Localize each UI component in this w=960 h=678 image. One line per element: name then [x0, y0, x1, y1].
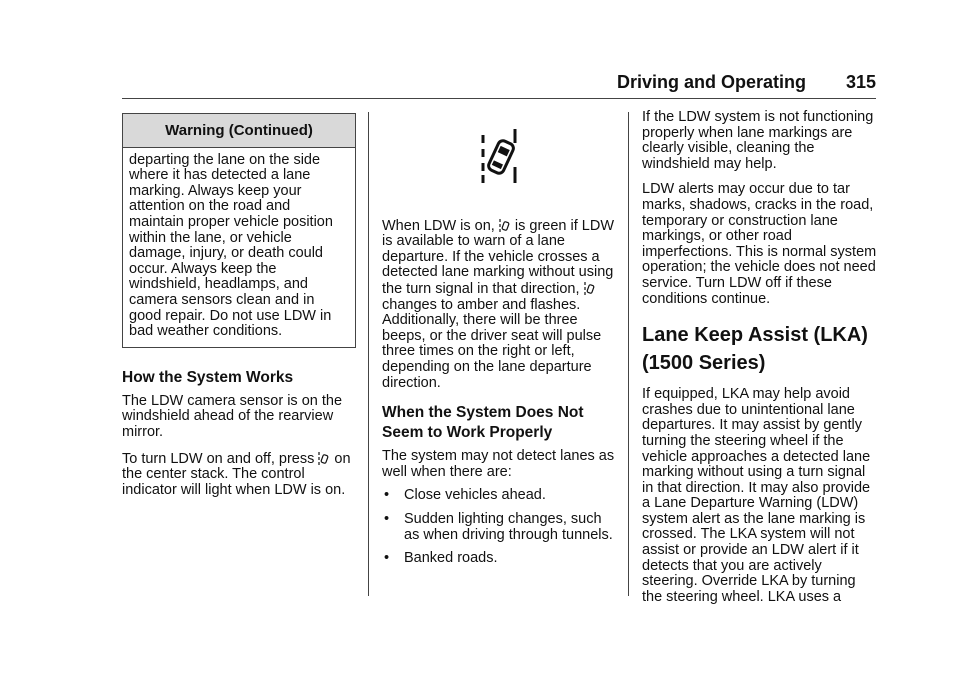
column-1	[122, 113, 356, 498]
paragraph: The system may not detect lanes as well when there are:	[382, 448, 615, 480]
text-run: When LDW is on,	[382, 217, 495, 234]
lane-departure-warning-icon	[469, 115, 529, 185]
column-divider	[628, 112, 629, 596]
paragraph	[122, 451, 356, 499]
paragraph: If equipped, LKA may help avoid crashes due to unintentional lane departures. It may assist by gently turning the steering wheel if the vehicle approaches a detected lane marking without using a turn signal in that direction. It may also provide a Lane Departure Warning (LDW) system alert as the lane marking is crossed. The LKA system will not assist or provide an LDW alert if it detects that you are actively steering. Override LKA by turning the steering wheel. LKA uses a	[642, 386, 871, 605]
section-heading	[642, 321, 878, 377]
list-item	[382, 488, 616, 504]
page-header	[122, 70, 876, 99]
warning-body: departing the lane on the side where it has detected a lane marking. Always keep your attention on the road and maintain proper vehicle position within the lane, or vehicle damage, injury, or death could occur. Always keep the windshield, headlamps, and camera sensors clean and in good repair. Do not use LDW in bad weather conditions.	[129, 151, 333, 340]
heading-line: (1500 Series)	[642, 352, 766, 375]
text-run: changes to amber and flashes. Additionally, there will be three beeps, or the driver seat will pulse three times on the right or left, depending on the lane departure direction.	[382, 296, 602, 391]
list-item-text: Banked roads.	[404, 550, 498, 567]
column-divider	[368, 112, 369, 596]
bullet-marker: •	[384, 550, 390, 567]
bullet-marker: •	[384, 510, 390, 527]
ldw-symbol-figure	[382, 115, 616, 190]
section-heading: When the System Does Not Seem to Work Properly	[382, 404, 584, 442]
column-3	[642, 110, 878, 605]
paragraph: The LDW camera sensor is on the windshield ahead of the rearview mirror.	[122, 392, 343, 440]
paragraph: If the LDW system is not functioning properly when lane markings are clearly visible, cleaning the windshield may help.	[642, 109, 874, 172]
bullet-marker: •	[384, 487, 390, 504]
lane-departure-warning-icon	[318, 451, 330, 466]
text-run: To turn LDW on and off, press	[122, 450, 315, 467]
list-item-text: Close vehicles ahead.	[404, 487, 546, 504]
warning-box	[122, 113, 356, 348]
lane-departure-warning-icon	[499, 218, 511, 233]
list-item	[382, 512, 616, 543]
warning-title: Warning (Continued)	[123, 114, 355, 148]
paragraph: LDW alerts may occur due to tar marks, shadows, cracks in the road, temporary or construction lane markings, or other road imperfections. This is normal system operation; the vehicle does not need service. Turn LDW off if these conditions continue.	[642, 181, 877, 307]
section-title: Driving and Operating	[616, 72, 806, 92]
paragraph	[382, 218, 616, 392]
page-number: 315	[845, 72, 876, 92]
section-heading: How the System Works	[122, 368, 294, 386]
lane-departure-warning-icon	[584, 281, 596, 296]
text-run: is green if LDW is available to warn of a lane departure. If the vehicle crosses a detected lane marking without using the turn signal in that direction,	[382, 217, 615, 297]
heading-line: Lane Keep Assist (LKA)	[642, 324, 868, 347]
list-item-text: Sudden lighting changes, such as when driving through tunnels.	[404, 510, 613, 543]
text-run: on the center stack. The control indicator will light when LDW is on.	[122, 450, 351, 498]
list-item	[382, 551, 616, 567]
column-2	[382, 115, 616, 567]
